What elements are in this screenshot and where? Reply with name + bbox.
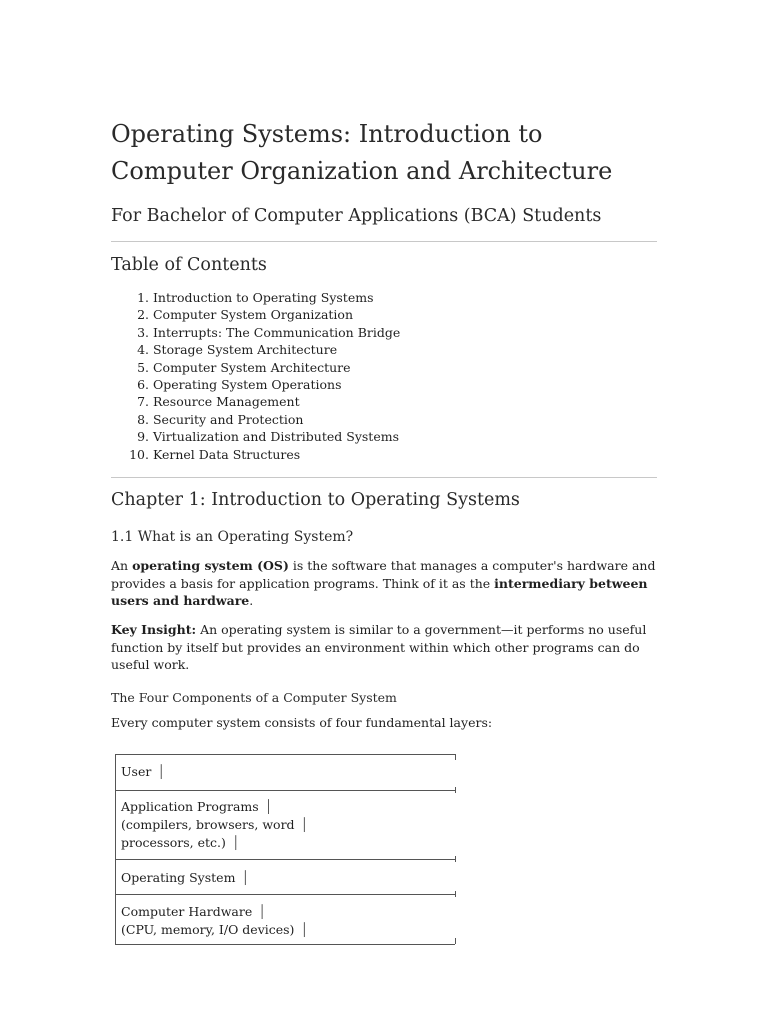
divider — [111, 477, 657, 478]
toc-heading: Table of Contents — [111, 255, 267, 275]
box-corner — [455, 938, 456, 944]
layer-hardware-detail: (CPU, memory, I/O devices) │ — [121, 922, 308, 937]
document-title: Operating Systems: Introduction to Computer Organization and Architecture — [111, 120, 613, 185]
system-layers-diagram — [115, 754, 455, 944]
layer-hardware: Computer Hardware │ — [121, 904, 266, 919]
section-heading: 1.1 What is an Operating System? — [111, 529, 354, 545]
toc-item[interactable]: 6. Operating System Operations — [137, 377, 342, 393]
box-corner — [455, 754, 456, 760]
layer-separator — [115, 859, 455, 860]
toc-item[interactable]: 10. Kernel Data Structures — [129, 446, 301, 462]
document-subtitle: For Bachelor of Computer Applications (BCA) Students — [111, 206, 602, 226]
layer-operating-system: Operating System │ — [121, 870, 249, 885]
box-corner — [455, 856, 456, 862]
layer-user: User │ — [121, 764, 165, 779]
chapter-heading: Chapter 1: Introduction to Operating Systems — [111, 490, 520, 510]
layers-intro: Every computer system consists of four fundamental layers: — [111, 715, 493, 730]
definition-paragraph: An operating system (OS) is the software that manages a computer's hardware and provides a basis for application programs. Think of it as the intermediary between users and hardware. — [111, 558, 656, 609]
layer-separator — [115, 894, 455, 895]
box-border — [115, 944, 455, 945]
box-corner — [455, 891, 456, 897]
toc-item[interactable]: 2. Computer System Organization — [137, 307, 353, 323]
toc-item[interactable]: 7. Resource Management — [137, 394, 300, 410]
layer-application: Application Programs │ — [121, 799, 273, 814]
box-border — [115, 754, 455, 755]
layer-application-detail: (compilers, browsers, word │ — [121, 817, 309, 832]
box-corner — [455, 787, 456, 793]
box-border — [115, 754, 116, 944]
toc-item[interactable]: 1. Introduction to Operating Systems — [137, 290, 374, 305]
layer-application-detail: processors, etc.) │ — [121, 835, 240, 850]
subsection-heading: The Four Components of a Computer System — [111, 690, 397, 705]
key-insight-paragraph: Key Insight: An operating system is similar to a government—it performs no useful function by itself but provides an environment within which other programs can do useful work. — [111, 622, 647, 673]
toc-item[interactable]: 4. Storage System Architecture — [137, 342, 338, 358]
toc-item[interactable]: 5. Computer System Architecture — [137, 359, 351, 375]
toc-item[interactable]: 9. Virtualization and Distributed Systems — [137, 429, 399, 445]
toc-item[interactable]: 8. Security and Protection — [137, 411, 304, 427]
layer-separator — [115, 790, 455, 791]
table-of-contents — [129, 289, 400, 463]
toc-item[interactable]: 3. Interrupts: The Communication Bridge — [137, 324, 401, 340]
divider — [111, 241, 657, 242]
